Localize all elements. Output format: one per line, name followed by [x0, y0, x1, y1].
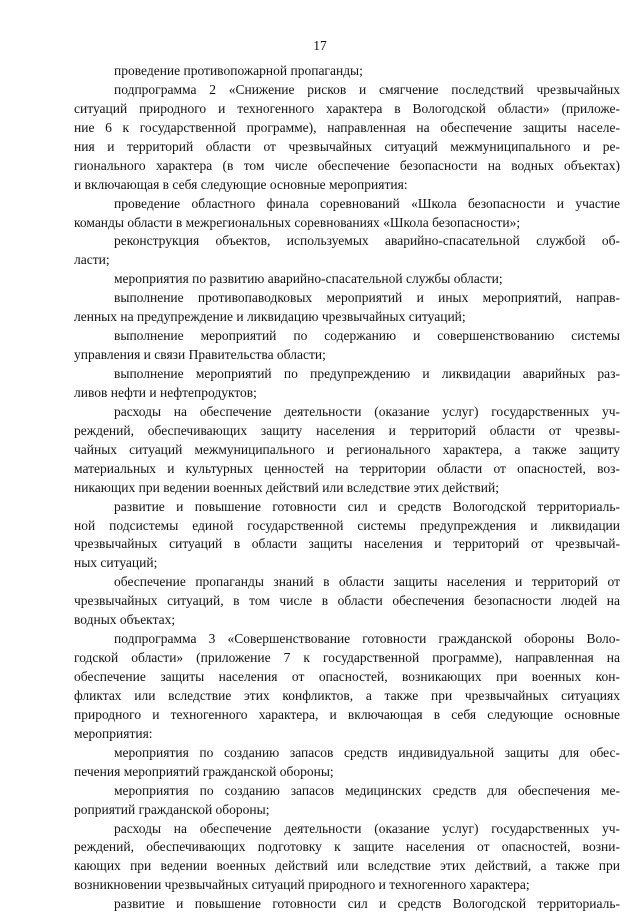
text-line: водных объектах;	[74, 612, 176, 628]
text-line: выполнение мероприятий по содержанию и совершенствованию системы	[114, 328, 620, 344]
text-line: чайных ситуаций межмуниципального и регионального характера, а также защиту	[74, 441, 620, 457]
text-line: реждений, обеспечивающих подготовку к защите населения от опасностей, возни-	[74, 839, 620, 855]
text-line: кающих при ведении военных действий или вследствие этих действий, а также при	[74, 858, 620, 874]
text-line: развитие и повышение готовности сил и средств Вологодской территориаль-	[114, 498, 620, 514]
text-line: ласти;	[74, 252, 110, 268]
text-line: материальных и культурных ценностей на территории области от опасностей, воз-	[74, 460, 620, 476]
text-line: ние 6 к государственной программе), направленная на обеспечение защиты населе-	[74, 119, 620, 135]
text-line: никающих при ведении военных действий или вследствие этих действий;	[74, 479, 499, 495]
text-line: ленных на предупреждение и ликвидацию чрезвычайных ситуаций;	[74, 309, 466, 325]
text-line: печения мероприятий гражданской обороны;	[74, 763, 334, 779]
text-line: ливов нефти и нефтепродуктов;	[74, 384, 257, 400]
text-line: возникновении чрезвычайных ситуаций природного и техногенного характера;	[74, 877, 530, 893]
text-line: подпрограмма 3 «Совершенствование готовности гражданской обороны Воло-	[114, 631, 620, 647]
text-line: фликтах или вследствие этих конфликтов, а также при чрезвычайных ситуациях	[74, 687, 620, 703]
text-line: мероприятия по развитию аварийно-спасательной службы области;	[114, 271, 503, 287]
text-line: обеспечение пропаганды знаний в области защиты населения и территорий от	[114, 574, 620, 590]
text-line: годской области» (приложение 7 к государственной программе), направленная на	[74, 650, 620, 666]
text-line: ситуаций природного и техногенного характера в Вологодской области» (приложе-	[74, 100, 620, 116]
text-line: мероприятия:	[74, 725, 153, 741]
text-line: гионального характера (в том числе обеспечение безопасности на водных объектах)	[74, 157, 620, 173]
text-line: управления и связи Правительства области;	[74, 347, 326, 363]
text-line: природного и техногенного характера, и включающая в себя следующие основные	[74, 706, 620, 722]
text-line: расходы на обеспечение деятельности (оказание услуг) государственных уч-	[114, 820, 620, 836]
text-line: обеспечение защиты населения от опасностей, возникающих при военных кон-	[74, 669, 620, 684]
text-line: проведение областного финала соревнований «Школа безопасности и участие	[114, 195, 620, 211]
text-line: реконструкция объектов, используемых аварийно-спасательной службой об-	[114, 233, 620, 249]
text-line: выполнение мероприятий по предупреждению и ликвидации аварийных раз-	[114, 366, 620, 381]
text-line: реждений, обеспечивающих защиту населения и территорий области от чрезвы-	[74, 422, 620, 438]
page-number: 17	[313, 38, 327, 53]
text-line: ния и территорий области от чрезвычайных ситуаций межмуниципального и ре-	[74, 138, 620, 154]
text-line: выполнение противопаводковых мероприятий и иных мероприятий, направ-	[114, 290, 620, 306]
document-body	[74, 62, 620, 914]
text-line: команды области в межрегиональных соревнованиях «Школа безопасности»;	[74, 214, 521, 230]
text-line: чрезвычайных ситуаций, в том числе в области обеспечения безопасности людей на	[74, 593, 620, 609]
text-line: и включающая в себя следующие основные мероприятия:	[74, 176, 408, 192]
text-line: ной подсистемы единой государственной системы предупреждения и ликвидации	[74, 517, 620, 533]
text-line: расходы на обеспечение деятельности (оказание услуг) государственных уч-	[114, 403, 620, 419]
text-line: роприятий гражданской обороны;	[74, 801, 270, 817]
text-line: мероприятия по созданию запасов средств индивидуальной защиты для обес-	[114, 744, 620, 760]
text-line: ных ситуаций;	[74, 555, 158, 571]
text-line: чрезвычайных ситуаций в области защиты населения и территорий от чрезвычай-	[74, 536, 620, 552]
text-line: подпрограмма 2 «Снижение рисков и смягчение последствий чрезвычайных	[114, 81, 620, 97]
text-line: мероприятия по созданию запасов медицинских средств для обеспечения ме-	[114, 782, 620, 798]
text-line: развитие и повышение готовности сил и средств Вологодской территориаль-	[114, 896, 620, 912]
text-line: проведение противопожарной пропаганды;	[114, 63, 363, 78]
